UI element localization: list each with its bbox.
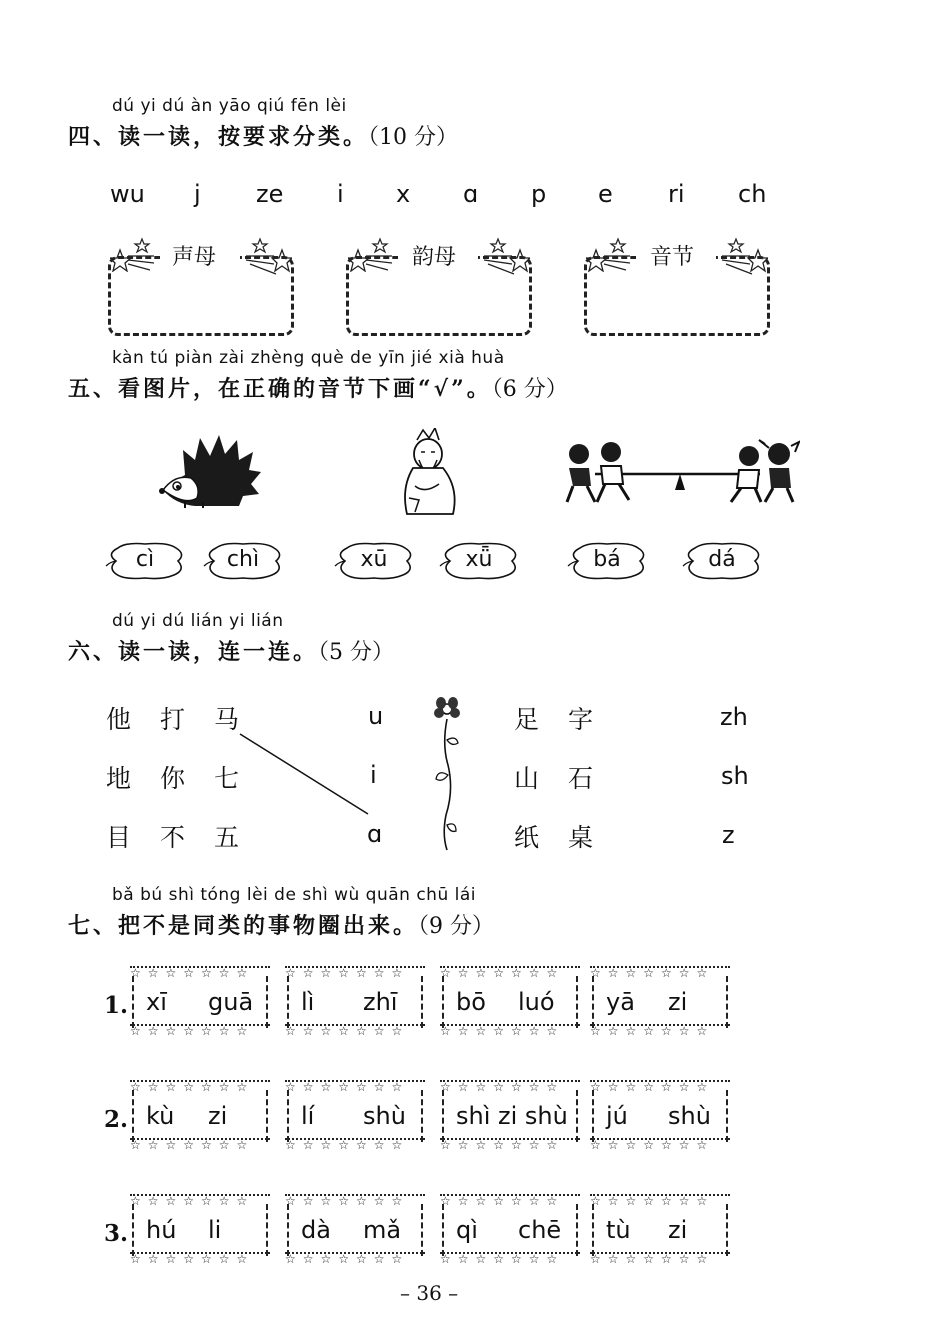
star-border-icon: ☆☆☆☆☆☆☆ (130, 966, 270, 982)
letter-item: e (598, 180, 613, 208)
category-label: 音节 (650, 245, 695, 270)
hanzi-char[interactable]: 目 (106, 823, 132, 852)
word-pinyin: zi (208, 1102, 228, 1130)
final-sound[interactable]: u (368, 702, 384, 730)
word-option-box[interactable] (285, 1194, 423, 1266)
star-deco-icon (110, 236, 160, 272)
star-deco-icon (718, 236, 768, 286)
word-option-box[interactable] (590, 1194, 728, 1266)
word-pinyin: lì (301, 988, 315, 1016)
section6-title (68, 635, 394, 666)
word-pinyin: hú (146, 1216, 177, 1244)
final-sound[interactable]: i (370, 761, 377, 789)
syllable-option[interactable] (681, 540, 763, 582)
section5-title-text: 五、看图片，在正确的音节下画“√”。 (68, 376, 492, 402)
syllable-option[interactable] (438, 540, 520, 582)
syllable-text: chì (226, 547, 260, 572)
word-pinyin: guā (208, 988, 254, 1016)
word-pinyin: lí (301, 1102, 315, 1130)
star-border-icon: ☆☆☆☆☆☆☆ (590, 966, 730, 982)
section6-title-text: 六、读一读，连一连。 (68, 639, 319, 665)
hanzi-char[interactable]: 他 (106, 705, 132, 734)
word-pinyin: tù (606, 1216, 631, 1244)
word-pinyin: shù (668, 1102, 711, 1130)
row-number: 2. (104, 1106, 129, 1133)
star-border-icon: ☆☆☆☆☆☆☆ (590, 1252, 730, 1268)
syllable-text: cì (135, 547, 155, 572)
initial-sound[interactable]: z (722, 821, 735, 849)
hanzi-char[interactable]: 足 (514, 705, 540, 734)
word-option-box[interactable] (440, 966, 578, 1038)
word-pinyin: zhī (363, 988, 398, 1016)
star-border-icon: ☆☆☆☆☆☆☆ (440, 1024, 580, 1040)
section7-title (68, 909, 494, 940)
word-option-box[interactable] (285, 966, 423, 1038)
star-border-icon: ☆☆☆☆☆☆☆ (130, 1194, 270, 1210)
hanzi-char[interactable]: 地 (106, 764, 132, 793)
word-pinyin: shì zi shù (456, 1102, 568, 1130)
star-border-icon: ☆☆☆☆☆☆☆ (130, 1138, 270, 1154)
syllable-option[interactable] (202, 540, 284, 582)
section5-title (68, 372, 568, 403)
section7-score: （9 分） (418, 914, 495, 939)
letter-item: ɑ (463, 180, 479, 208)
hedgehog-picture-icon (155, 430, 265, 510)
word-pinyin: jú (606, 1102, 628, 1130)
star-border-icon: ☆☆☆☆☆☆☆ (590, 1080, 730, 1096)
word-pinyin: qì (456, 1216, 478, 1244)
letter-item: ch (738, 180, 767, 208)
letter-item: i (337, 180, 344, 208)
hanzi-char[interactable]: 你 (160, 764, 186, 793)
old-man-picture-icon (395, 428, 465, 518)
star-border-icon: ☆☆☆☆☆☆☆ (590, 1194, 730, 1210)
word-option-box[interactable] (590, 1080, 728, 1152)
syllable-text: dá (708, 547, 736, 572)
star-border-icon: ☆☆☆☆☆☆☆ (440, 1252, 580, 1268)
star-deco-icon (348, 236, 398, 272)
word-pinyin: mǎ (363, 1216, 402, 1244)
flower-vine-icon (430, 695, 464, 855)
word-option-box[interactable] (285, 1080, 423, 1152)
syllable-text: bá (593, 547, 621, 572)
word-pinyin: shù (363, 1102, 406, 1130)
syllable-text: xǖ (465, 547, 493, 572)
letter-item: wu (110, 180, 145, 208)
star-deco-icon (586, 236, 636, 272)
star-border-icon: ☆☆☆☆☆☆☆ (440, 966, 580, 982)
section6-pinyin: dú yi dú lián yi lián (112, 611, 284, 631)
word-pinyin: li (208, 1216, 222, 1244)
hanzi-char[interactable]: 石 (568, 764, 594, 793)
syllable-text: xū (360, 547, 388, 572)
section4-score: （10 分） (368, 125, 459, 150)
word-pinyin: bō (456, 988, 486, 1016)
star-border-icon: ☆☆☆☆☆☆☆ (440, 1138, 580, 1154)
hanzi-char[interactable]: 五 (214, 823, 240, 852)
word-option-box[interactable] (130, 1080, 268, 1152)
star-border-icon: ☆☆☆☆☆☆☆ (130, 1080, 270, 1096)
syllable-option[interactable] (333, 540, 415, 582)
example-connection-line (236, 730, 376, 820)
initial-sound[interactable]: zh (720, 703, 748, 731)
initial-sound[interactable]: sh (721, 762, 749, 790)
word-option-box[interactable] (590, 966, 728, 1038)
star-border-icon: ☆☆☆☆☆☆☆ (590, 1024, 730, 1040)
word-option-box[interactable] (130, 1194, 268, 1266)
word-pinyin: zi (668, 1216, 688, 1244)
hanzi-char[interactable]: 字 (568, 705, 594, 734)
star-border-icon: ☆☆☆☆☆☆☆ (285, 1138, 425, 1154)
word-pinyin: kù (146, 1102, 175, 1130)
hanzi-char[interactable]: 不 (160, 823, 186, 852)
word-pinyin: xī (146, 988, 167, 1016)
syllable-option[interactable] (104, 540, 186, 582)
letter-item: j (194, 180, 201, 208)
star-border-icon: ☆☆☆☆☆☆☆ (590, 1138, 730, 1154)
section5-score: （6 分） (491, 377, 568, 402)
section4-title-text: 四、读一读，按要求分类。 (68, 124, 369, 150)
word-pinyin: chē (518, 1216, 562, 1244)
section4-pinyin: dú yi dú àn yāo qiú fēn lèi (112, 96, 347, 116)
final-sound[interactable]: ɑ (367, 820, 383, 848)
page-number: – 36 – (400, 1281, 459, 1305)
star-border-icon: ☆☆☆☆☆☆☆ (130, 1024, 270, 1040)
word-option-box[interactable] (440, 1080, 578, 1152)
word-pinyin: yā (606, 988, 635, 1016)
letter-item: ri (668, 180, 685, 208)
hanzi-char[interactable]: 桌 (568, 823, 594, 852)
category-label: 声母 (172, 245, 217, 270)
syllable-option[interactable] (566, 540, 648, 582)
hanzi-char[interactable]: 打 (160, 705, 186, 734)
row-number: 3. (104, 1220, 129, 1247)
letter-item: x (396, 180, 411, 208)
star-border-icon: ☆☆☆☆☆☆☆ (130, 1252, 270, 1268)
section5-pinyin: kàn tú piàn zài zhèng què de yīn jié xià huà (112, 348, 505, 368)
star-deco-icon (242, 236, 292, 286)
section7-title-text: 七、把不是同类的事物圈出来。 (68, 913, 419, 939)
star-deco-icon (480, 236, 530, 286)
star-border-icon: ☆☆☆☆☆☆☆ (285, 1252, 425, 1268)
hanzi-char[interactable]: 山 (514, 764, 540, 793)
letter-item: p (531, 180, 547, 208)
section4-title (68, 120, 458, 151)
star-border-icon: ☆☆☆☆☆☆☆ (440, 1080, 580, 1096)
star-border-icon: ☆☆☆☆☆☆☆ (285, 1194, 425, 1210)
row-number: 1. (104, 992, 129, 1019)
word-option-box[interactable] (440, 1194, 578, 1266)
word-option-box[interactable] (130, 966, 268, 1038)
section7-pinyin: bǎ bú shì tóng lèi de shì wù quān chū lái (112, 885, 477, 905)
word-pinyin: luó (518, 988, 555, 1016)
star-border-icon: ☆☆☆☆☆☆☆ (285, 1024, 425, 1040)
tug-of-war-picture-icon (565, 438, 800, 506)
category-label: 韵母 (412, 245, 457, 270)
word-pinyin: dà (301, 1216, 331, 1244)
section6-score: （5 分） (318, 640, 395, 665)
star-border-icon: ☆☆☆☆☆☆☆ (440, 1194, 580, 1210)
star-border-icon: ☆☆☆☆☆☆☆ (285, 1080, 425, 1096)
star-border-icon: ☆☆☆☆☆☆☆ (285, 966, 425, 982)
letter-item: ze (256, 180, 284, 208)
hanzi-char[interactable]: 七 (214, 764, 240, 793)
hanzi-char[interactable]: 纸 (514, 823, 540, 852)
hanzi-char[interactable]: 马 (214, 705, 240, 734)
word-pinyin: zi (668, 988, 688, 1016)
